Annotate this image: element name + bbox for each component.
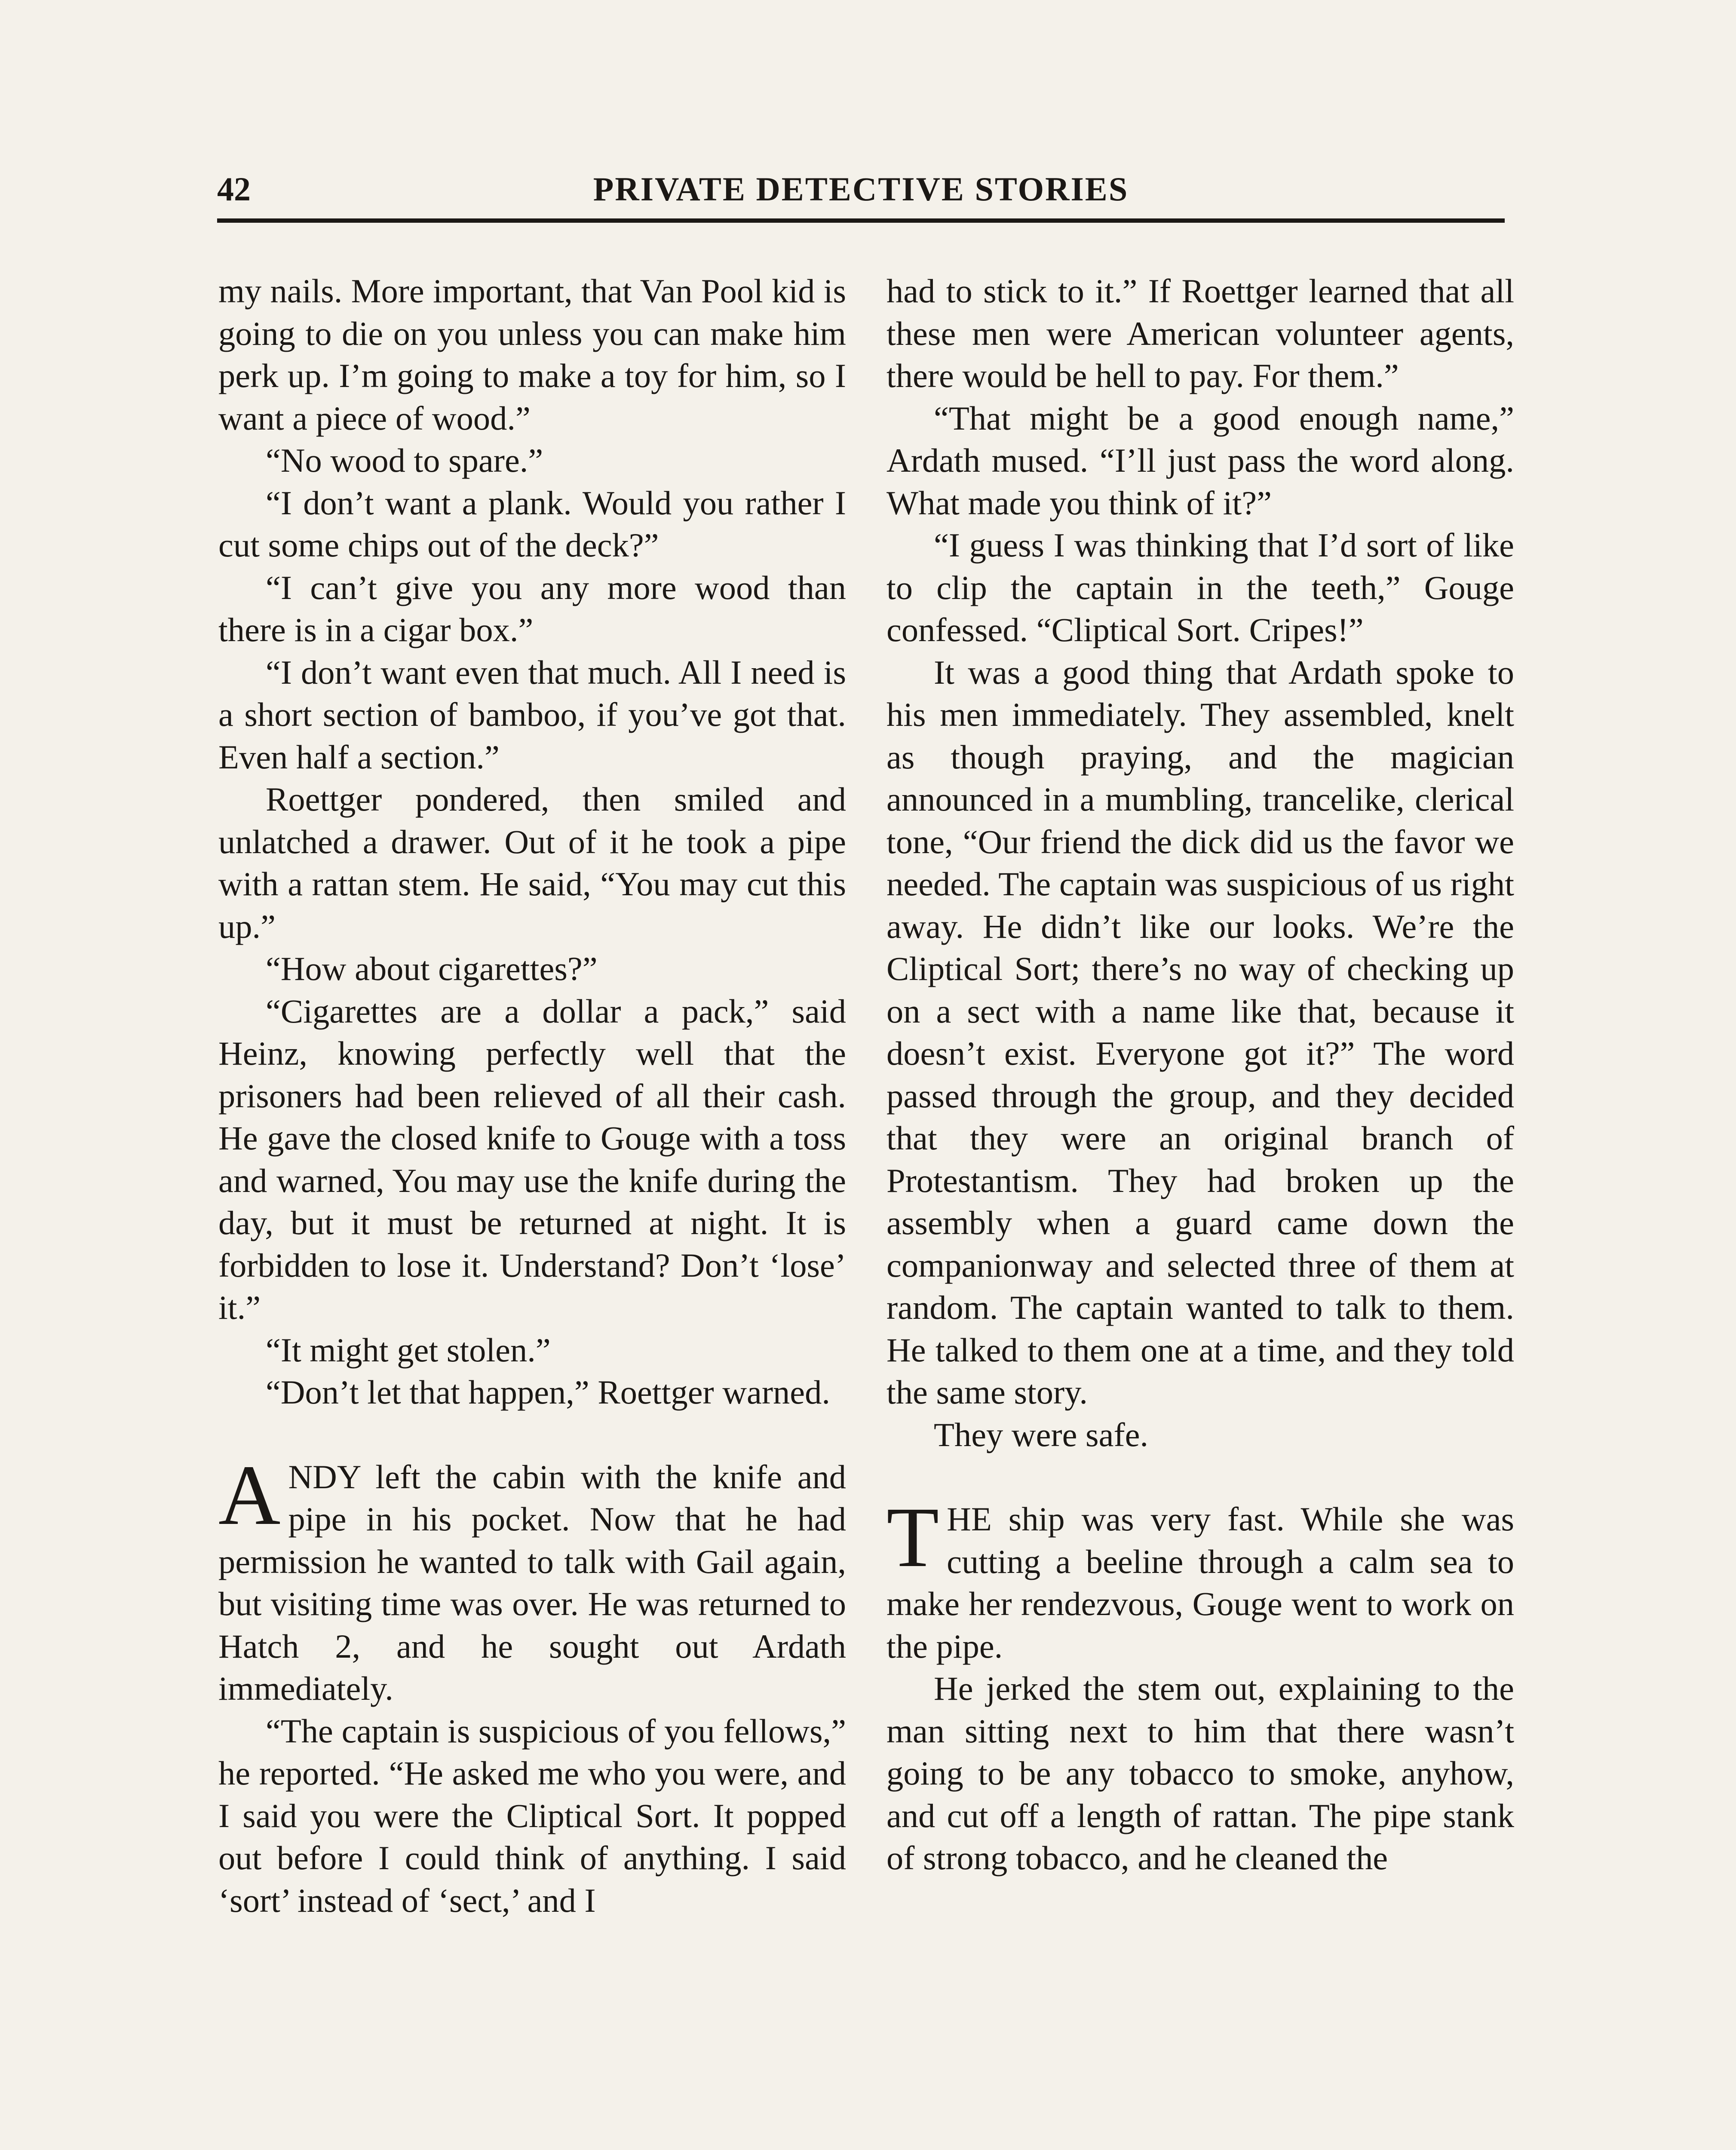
paragraph: “That might be a good enough name,” Ardath mused. “I’ll just pass the word along. What made you think of it?” — [886, 399, 1514, 522]
paragraph: “Don’t let that happen,” Roettger warned. — [266, 1373, 830, 1411]
paragraph: “No wood to spare.” — [266, 442, 543, 479]
paragraph: “I guess I was thinking that I’d sort of like to clip the captain in the teeth,” Gouge confessed. “Cliptical Sort. Cripes!” — [886, 526, 1514, 648]
section-lead-text: NDY left the cabin with the knife and pipe in his pocket. Now that he had permission he wanted to talk with Gail again, but visiting time was over. He was returned to Hatch 2, and he sought out Ardath immediately. — [218, 1458, 846, 1707]
page-header — [217, 170, 1505, 217]
page-number: 42 — [217, 170, 251, 208]
paragraph: It was a good thing that Ardath spoke to his men immediately. They assembled, knelt as though praying, and the magician announced in a mumbling, trancelike, clerical tone, “Our friend the dick did us the favor we needed. The captain was suspicious of us right away. He didn’t like our looks. We’re the Cliptical Sort; there’s no way of checking up on a sect with a name like that, because it doesn’t exist. Everyone got it?” The word passed through the group, and they decided that they were an original branch of Protestantism. They had broken up the assembly when a guard came down the companionway and selected three of them at random. The captain wanted to talk to them. He talked to them one at a time, and they told the same story. — [886, 653, 1514, 1411]
section-lead-text: HE ship was very fast. While she was cutting a beeline through a calm sea to make her rendezvous, Gouge went to work on the pipe. — [886, 1500, 1514, 1665]
paragraph: “The captain is suspicious of you fellows,” he reported. “He asked me who you were, and I said you were the Cliptical Sort. It popped out before I could think of anything. I said ‘sort’ instead of ‘sect,’ and I — [218, 1712, 846, 1919]
paragraph: had to stick to it.” If Roettger learned that all these men were American volunteer agents, there would be hell to pay. For them.” — [886, 272, 1514, 394]
section-break — [886, 1456, 1514, 1498]
section-lead-paragraph — [218, 1447, 846, 1710]
header-rule — [217, 218, 1505, 223]
section-lead-paragraph — [886, 1490, 1514, 1668]
paragraph: “How about cigarettes?” — [266, 950, 598, 987]
right-column — [886, 270, 1514, 1880]
paragraph: “Cigarettes are a dollar a pack,” said Heinz, knowing perfectly well that the prisoners had been relieved of all their cash. He gave the closed knife to Gouge with a toss and warned, You may use the knife during the day, but it must be returned at night. It is forbidden to lose it. Understand? Don’t ‘lose’ it.” — [218, 992, 846, 1326]
drop-cap: T — [886, 1490, 939, 1585]
paragraph: “I don’t want a plank. Would you rather I cut some chips out of the deck?” — [218, 484, 846, 564]
running-title: PRIVATE DETECTIVE STORIES — [593, 170, 1129, 208]
left-column — [218, 270, 846, 1922]
paragraph: Roettger pondered, then smiled and unlatched a drawer. Out of it he took a pipe with a rattan stem. He said, “You may cut this up.” — [218, 780, 846, 945]
paragraph: “It might get stolen.” — [266, 1331, 551, 1369]
paragraph: He jerked the stem out, explaining to the man sitting next to him that there wasn’t going to be any tobacco to smoke, anyhow, and cut off a length of rattan. The pipe stank of strong tobacco, and he cleaned the — [886, 1670, 1514, 1877]
drop-cap: A — [218, 1447, 281, 1543]
paragraph: my nails. More important, that Van Pool kid is going to die on you unless you can make him perk up. I’m going to make a toy for him, so I want a piece of wood.” — [218, 272, 846, 437]
paragraph: They were safe. — [934, 1416, 1149, 1453]
paragraph: “I don’t want even that much. All I need is a short section of bamboo, if you’ve got that. Even half a section.” — [218, 653, 846, 776]
paragraph: “I can’t give you any more wood than there is in a cigar box.” — [218, 568, 846, 648]
section-break — [218, 1414, 846, 1456]
